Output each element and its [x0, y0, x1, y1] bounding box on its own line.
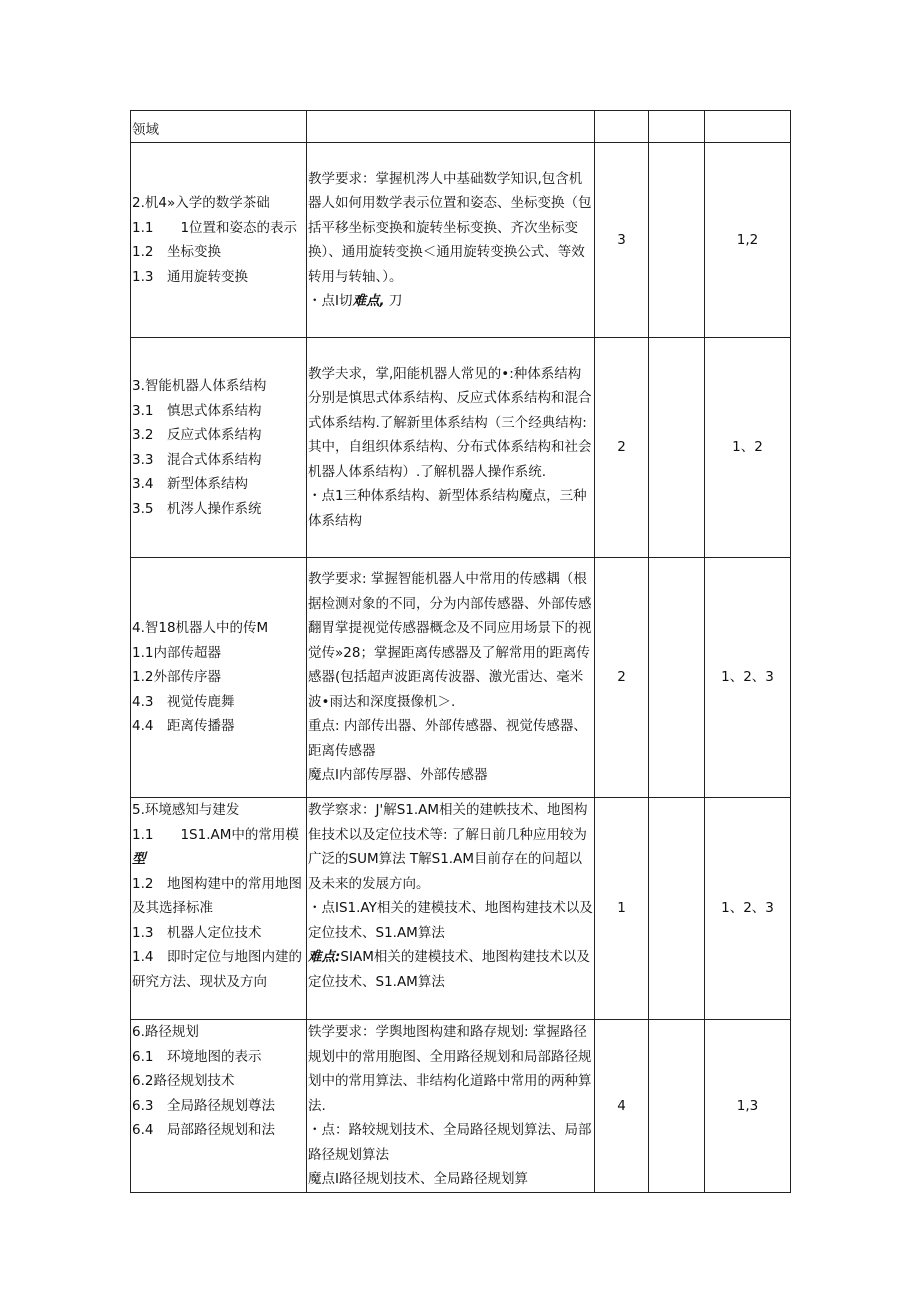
topic-cell	[131, 1020, 307, 1193]
empty-cell	[649, 1020, 705, 1193]
difficulty-text: 魔点I路径规划技术、全局路径规划算	[308, 1171, 528, 1187]
requirement-text: 铁学要求：学舆地图构建和路存规划: 掌握路径规划中的常用胞图、全用路径规划和局部路径规划中的常用算法、非结构化道路中常用的两种算法.	[308, 1024, 592, 1114]
requirement-cell	[307, 143, 595, 338]
table-row	[131, 338, 791, 558]
topic-line: 3.5 机涔人操作系统	[132, 500, 262, 517]
header-objective-cell	[705, 111, 791, 143]
header-topic-cell	[131, 111, 307, 143]
requirement-cell	[307, 1020, 595, 1193]
topic-line: 4.4 距离传播器	[132, 718, 235, 735]
key-point-text: 重点: 内部传出器、外部传感器、视觉传感器、距离传感器	[308, 718, 587, 759]
table-row	[131, 143, 791, 338]
topic-cell	[131, 143, 307, 338]
topic-line: 1.1 1S1.AM中的常用模型	[132, 826, 299, 867]
requirement-text: 教学察求：J'解S1.AM相关的建帙技术、地图构隹技术以及定位技术等: 了解日前几种应用较为广泛的SUM算法 T解S1.AM目前存在的问超以及未来的发展方向。	[308, 802, 588, 892]
topic-line: 1.3 通用旋转变换	[132, 268, 248, 285]
topic-line: 3.3 混合式体系结构	[132, 451, 262, 468]
hours-cell: 3	[595, 143, 649, 338]
difficulty-text: 魔点I内部传厚器、外部传感器	[308, 767, 488, 784]
requirement-cell	[307, 798, 595, 1020]
topic-cell	[131, 558, 307, 798]
topic-line: 2.机4»入学的数学茶础	[132, 195, 270, 211]
topic-line: 6.1 环境地图的表示	[132, 1048, 262, 1065]
table-row	[131, 798, 791, 1020]
requirement-cell	[307, 558, 595, 798]
objective-cell: 1、2	[705, 338, 791, 558]
topic-line: 3.2 反应式体系结构	[132, 427, 262, 443]
objective-cell: 1,3	[705, 1020, 791, 1193]
key-point-text: ・点1三种体系结构、新型体系结构魔点，三种体系结构	[308, 488, 587, 529]
empty-cell	[649, 338, 705, 558]
requirement-cell	[307, 338, 595, 558]
topic-line: 3.智能机器人体系结构	[132, 378, 267, 394]
key-point-text: ・点IS1.AY相关的建模技术、地图构建技术以及定位技术、S1.AM算法	[308, 900, 593, 941]
topic-line: 3.4 新型体系结构	[132, 476, 248, 492]
topic-line: 5.环境感知与建发	[132, 802, 240, 818]
empty-cell	[649, 798, 705, 1020]
topic-line: 1.1内部传超器	[132, 644, 221, 661]
key-point-text: ・点：路较规划技术、全局路径规划算法、局部路径规划算法	[308, 1122, 592, 1163]
empty-cell	[649, 143, 705, 338]
difficulty-text: 难点:SIAM相关的建模技术、地图构建技术以及定位技术、S1.AM算法	[308, 949, 590, 990]
hours-cell: 4	[595, 1020, 649, 1193]
topic-line: 6.2路径规划技术	[132, 1073, 235, 1089]
hours-cell: 1	[595, 798, 649, 1020]
requirement-text: 教学夫求，掌,阳能机器人常见的•:种体系结构分别是慎思式体系结构、反应式体系结构和混合式体系结构.了解新里体系结构（三个经典结构: 其中，自组织体系结构、分布式体系结构和社会机器人体系结构）.了解机器人操作系统.	[308, 365, 592, 480]
objective-cell: 1、2、3	[705, 798, 791, 1020]
topic-line: 6.3 全局路径规划尊法	[132, 1097, 275, 1114]
header-hours-cell	[595, 111, 649, 143]
topic-line: 4.3 视觉传鹿舞	[132, 693, 235, 710]
topic-line: 6.路径规划	[132, 1024, 199, 1040]
hours-cell: 2	[595, 338, 649, 558]
header-requirement-cell	[307, 111, 595, 143]
requirement-text: 教学要求：掌握机涔人中基础数学知识,包含机器人如何用数学表示位置和姿态、坐标变换（包括平移坐标变换和旋转坐标变换、齐次坐标变换）、通用旋转变换＜通用旋转变换公式、等效转用与转轴、）。	[308, 170, 592, 285]
requirement-text: 教学要求: 掌握智能机器人中常用的传感耦（根据检测对象的不同，分为内部传感器、外部传感翻胃掌提视觉传感器概念及不同应用场景下的视觉传»28；掌握距离传感器及了解常用的距离传感器(包括超声波距离传波器、激光雷达、毫米波•雨达和深度摄像机＞.	[308, 571, 592, 710]
topic-cell	[131, 798, 307, 1020]
table-row	[131, 558, 791, 798]
table-row	[131, 1020, 791, 1193]
hours-cell: 2	[595, 558, 649, 798]
topic-cell	[131, 338, 307, 558]
topic-clip	[132, 798, 304, 1018]
topic-line: 1.4 即时定位与地图内建的研究方法、现状及方向	[132, 949, 302, 990]
key-point-text: ・点I切难点, 刀	[308, 293, 403, 309]
objective-cell: 1,2	[705, 143, 791, 338]
topic-line: 1.3 机器人定位技术	[132, 924, 262, 941]
course-content-table	[130, 110, 791, 1193]
topic-line: 6.4 局部路径规划和法	[132, 1122, 275, 1138]
objective-cell: 1、2、3	[705, 558, 791, 798]
topic-line: 4.智18机器人中的传M	[132, 620, 269, 637]
topic-line: 3.1 慎思式体系结构	[132, 402, 262, 419]
topic-line: 1.2 地图构建中的常用地图及其选择标准	[132, 875, 302, 916]
topic-line: 1.2外部传序器	[132, 669, 221, 686]
table-header-row	[131, 111, 791, 143]
empty-cell	[649, 558, 705, 798]
topic-line: 1.1 1位置和姿态的表示	[132, 219, 298, 236]
header-topic-label: 领域	[132, 121, 159, 138]
header-empty-cell	[649, 111, 705, 143]
topic-line: 1.2 坐标变换	[132, 244, 221, 260]
